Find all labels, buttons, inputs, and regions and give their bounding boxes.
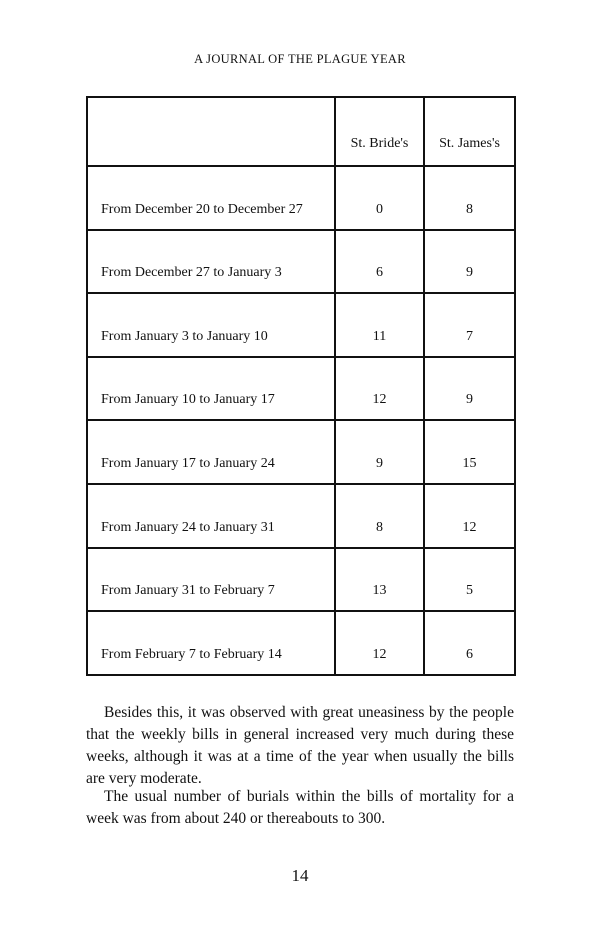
st-jamess-cell: 12: [424, 484, 515, 548]
st-jamess-cell: 9: [424, 357, 515, 421]
table-row: [87, 230, 515, 294]
column-header-period: [87, 97, 335, 166]
period-cell: From February 7 to February 14: [87, 611, 335, 675]
st-brides-cell: 6: [335, 230, 424, 294]
column-header-st-brides: St. Bride's: [335, 97, 424, 166]
running-head: A JOURNAL OF THE PLAGUE YEAR: [194, 52, 406, 66]
st-brides-cell: 12: [335, 357, 424, 421]
table-row: [87, 548, 515, 612]
st-jamess-cell: 8: [424, 166, 515, 230]
table-header-row: [87, 97, 515, 166]
st-brides-cell: 13: [335, 548, 424, 612]
st-jamess-cell: 15: [424, 420, 515, 484]
st-brides-cell: 0: [335, 166, 424, 230]
table-row: [87, 484, 515, 548]
st-jamess-cell: 6: [424, 611, 515, 675]
period-cell: From December 20 to December 27: [87, 166, 335, 230]
table-row: [87, 357, 515, 421]
st-brides-cell: 12: [335, 611, 424, 675]
period-cell: From January 31 to February 7: [87, 548, 335, 612]
period-cell: From January 17 to January 24: [87, 420, 335, 484]
st-brides-cell: 8: [335, 484, 424, 548]
st-brides-cell: 9: [335, 420, 424, 484]
period-cell: From January 24 to January 31: [87, 484, 335, 548]
table-row: [87, 611, 515, 675]
st-jamess-cell: 5: [424, 548, 515, 612]
st-jamess-cell: 9: [424, 230, 515, 294]
body-paragraph: Besides this, it was observed with great uneasiness by the people that the weekly bills in general increased very much during these weeks, although it was at a time of the year when usually the bills are very moderate.: [86, 704, 514, 787]
table-row: [87, 166, 515, 230]
page-number: 14: [291, 866, 309, 885]
body-paragraph: The usual number of burials within the bills of mortality for a week was from about 240 or thereabouts to 300.: [86, 788, 514, 827]
period-cell: From January 10 to January 17: [87, 357, 335, 421]
st-jamess-cell: 7: [424, 293, 515, 357]
period-cell: From January 3 to January 10: [87, 293, 335, 357]
burials-table: [86, 96, 516, 676]
table-row: [87, 420, 515, 484]
column-header-st-jamess: St. James's: [424, 97, 515, 166]
period-cell: From December 27 to January 3: [87, 230, 335, 294]
st-brides-cell: 11: [335, 293, 424, 357]
table-row: [87, 293, 515, 357]
